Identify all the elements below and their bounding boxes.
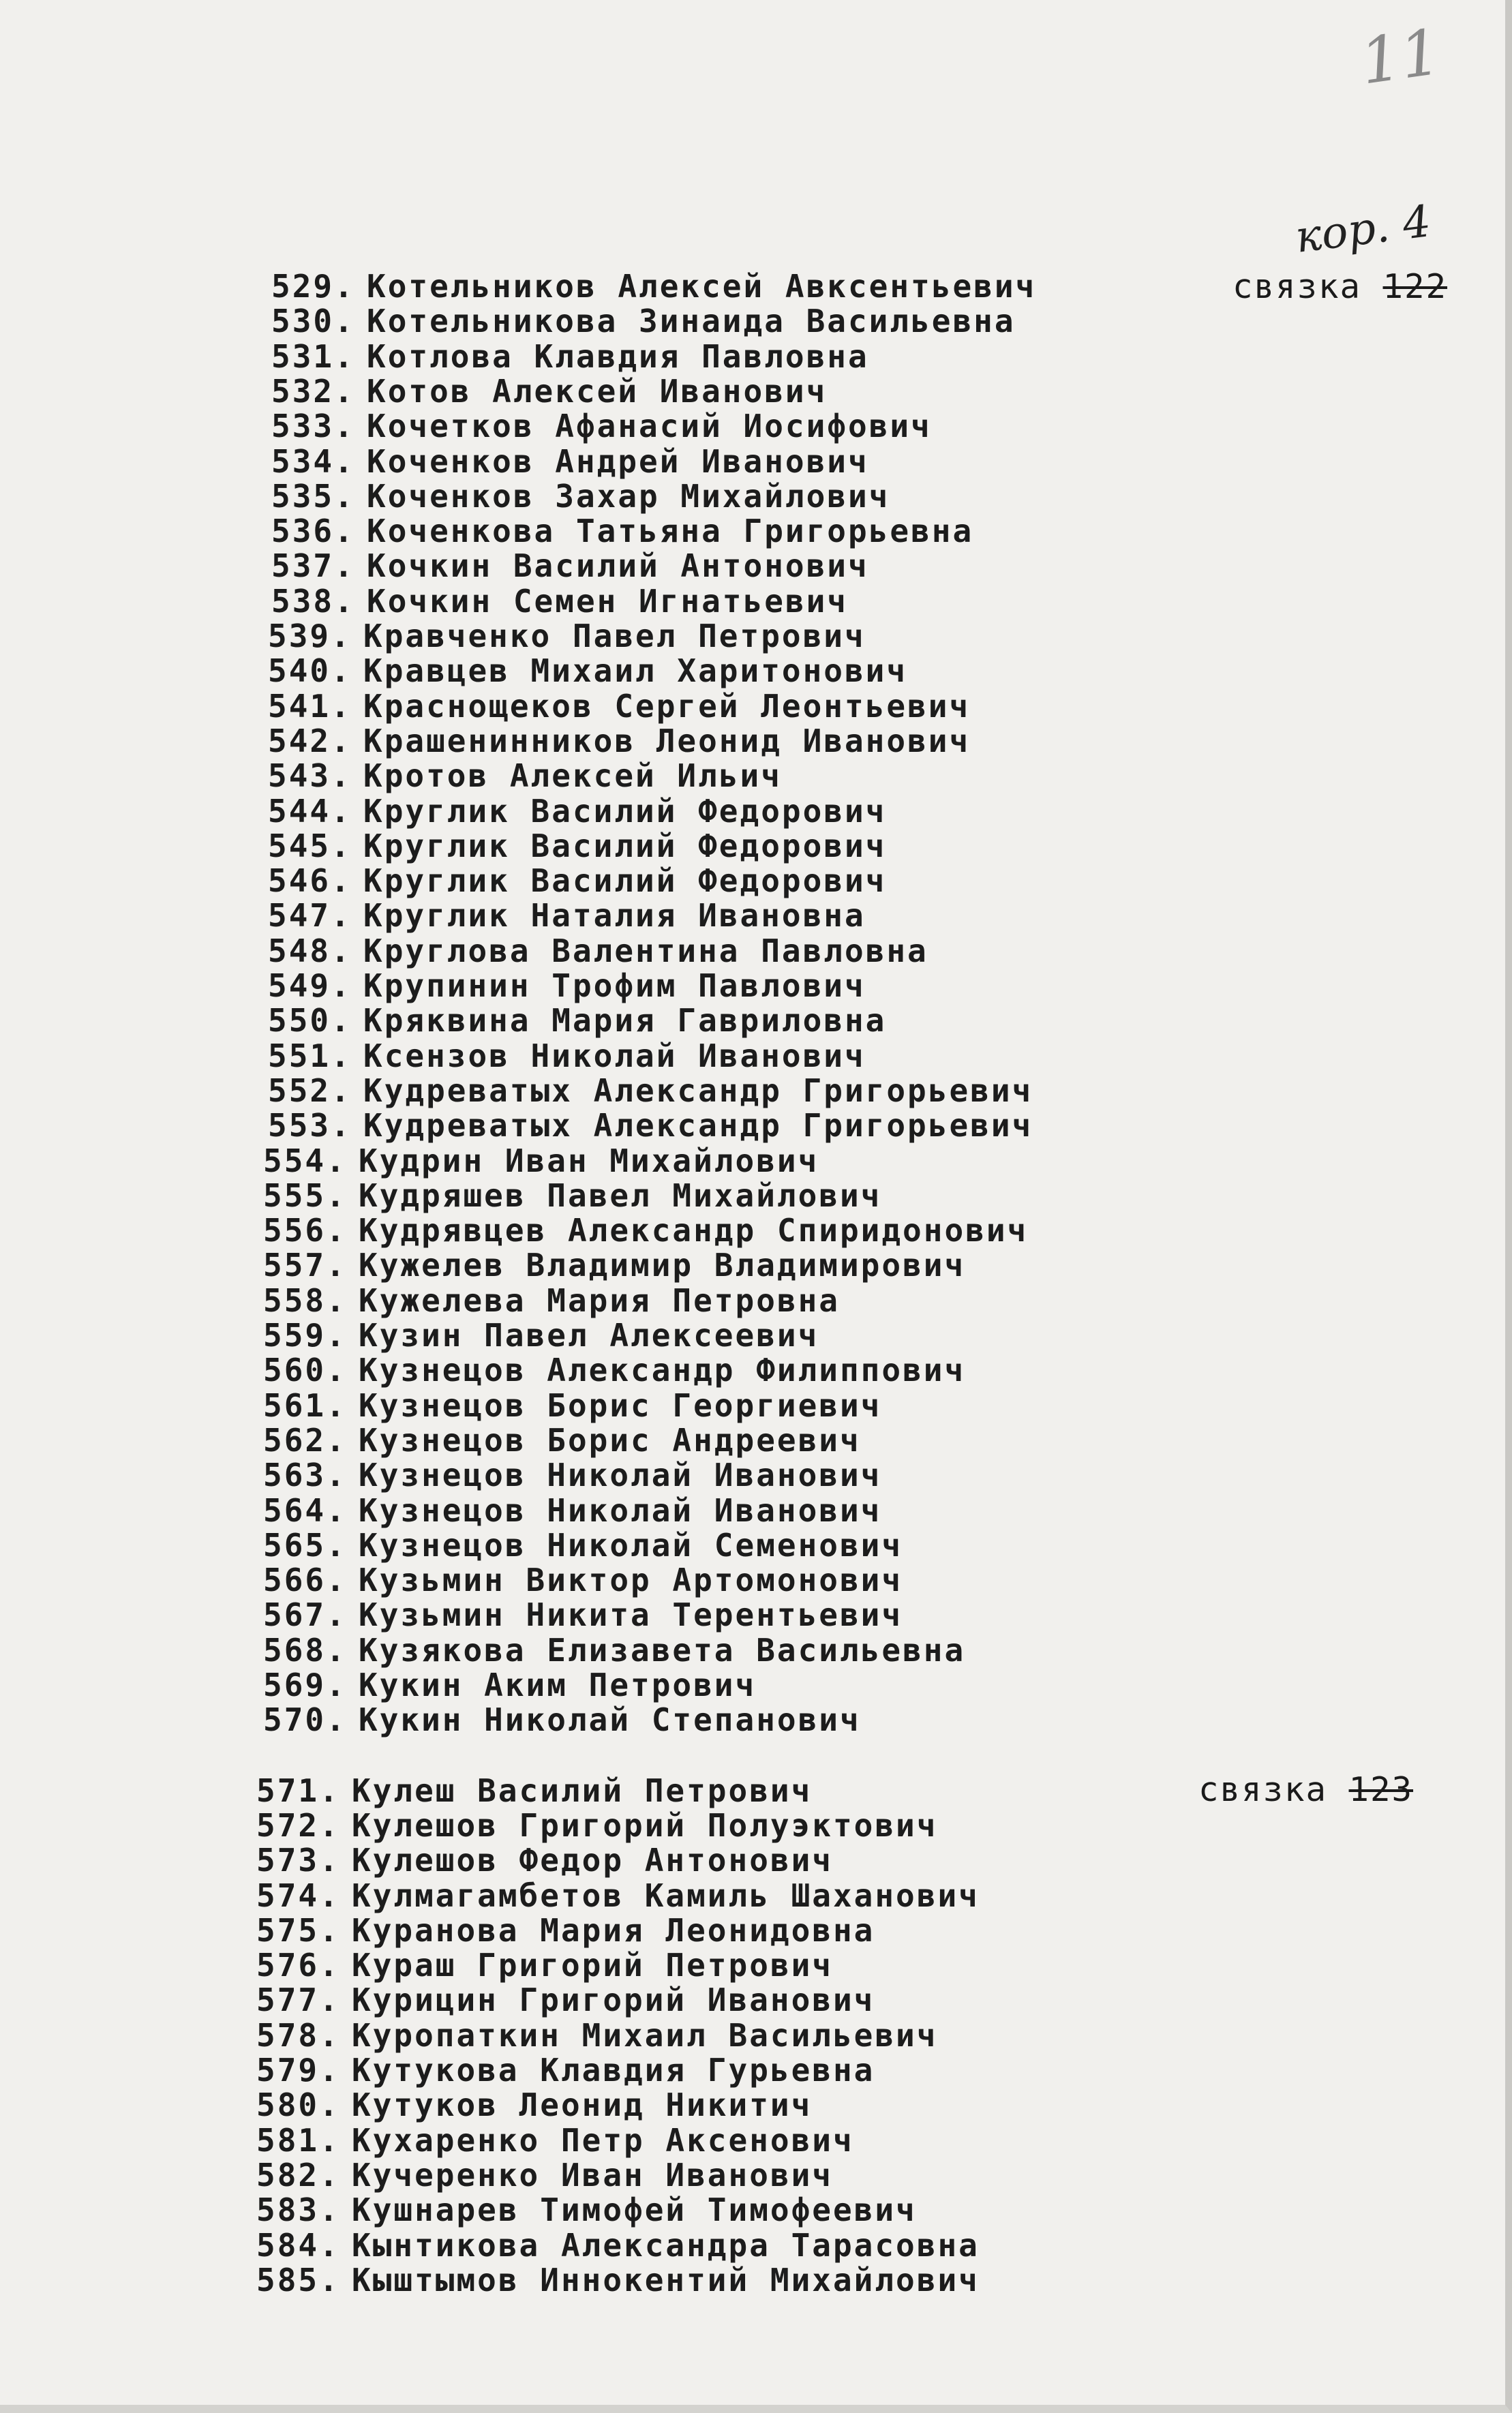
entry-name: Краснощеков Сергей Леонтьевич bbox=[363, 688, 971, 725]
entry-number: 561. bbox=[263, 1387, 347, 1424]
entry-name: Котов Алексей Иванович bbox=[367, 373, 828, 410]
entry-number: 542. bbox=[268, 723, 352, 759]
entry-name: Кужелев Владимир Владимирович bbox=[359, 1247, 966, 1284]
list-item bbox=[263, 1318, 819, 1353]
entry-name: Кузин Павел Алексеевич bbox=[359, 1317, 819, 1354]
entry-number: 544. bbox=[268, 793, 352, 830]
list-item bbox=[263, 1597, 903, 1633]
entry-name: Курицин Григорий Иванович bbox=[352, 1982, 875, 2018]
list-item bbox=[256, 2192, 917, 2228]
list-item bbox=[268, 933, 928, 969]
entry-number: 548. bbox=[268, 932, 352, 969]
entry-name: Кулешов Григорий Полуэктович bbox=[352, 1807, 938, 1844]
entry-number: 571. bbox=[256, 1772, 340, 1809]
list-item bbox=[271, 408, 932, 444]
list-item bbox=[271, 444, 869, 479]
entry-number: 575. bbox=[256, 1912, 340, 1949]
list-item bbox=[263, 1247, 965, 1283]
list-item bbox=[271, 513, 973, 549]
list-item bbox=[263, 1562, 903, 1598]
entry-name: Кочкин Василий Антонович bbox=[367, 547, 869, 584]
entry-number: 560. bbox=[263, 1352, 347, 1388]
list-item bbox=[256, 2018, 937, 2053]
entry-name: Котлова Клавдия Павловна bbox=[367, 338, 869, 375]
entry-name: Кучеренко Иван Иванович bbox=[352, 2157, 833, 2194]
entry-name: Круглик Василий Федорович bbox=[363, 862, 887, 899]
list-item bbox=[268, 793, 886, 829]
entry-number: 543. bbox=[268, 757, 352, 794]
entry-number: 554. bbox=[263, 1142, 347, 1179]
entry-name: Кузьмин Никита Терентьевич bbox=[359, 1596, 903, 1633]
bundle-label bbox=[1198, 1770, 1413, 1809]
entry-number: 556. bbox=[263, 1212, 347, 1249]
entry-number: 580. bbox=[256, 2086, 340, 2123]
list-item bbox=[263, 1283, 840, 1318]
entry-number: 581. bbox=[256, 2122, 340, 2159]
list-item bbox=[263, 1528, 903, 1563]
entry-number: 557. bbox=[263, 1247, 347, 1284]
entry-name: Кудреватых Александр Григорьевич bbox=[363, 1107, 1033, 1144]
list-item bbox=[268, 828, 886, 864]
list-item bbox=[263, 1457, 881, 1493]
list-item bbox=[263, 1493, 881, 1528]
list-item bbox=[268, 898, 866, 933]
list-item bbox=[256, 2123, 854, 2158]
entry-name: Кузнецов Борис Георгиевич bbox=[359, 1387, 882, 1424]
entry-name: Кузнецов Борис Андреевич bbox=[359, 1422, 861, 1459]
entry-number: 566. bbox=[263, 1562, 347, 1598]
entry-name: Круглик Наталия Ивановна bbox=[363, 897, 866, 934]
list-item bbox=[268, 1003, 886, 1038]
entry-number: 529. bbox=[271, 268, 355, 305]
entry-number: 558. bbox=[263, 1282, 347, 1319]
entry-number: 577. bbox=[256, 1982, 340, 2018]
entry-name: Крашенинников Леонид Иванович bbox=[363, 723, 971, 759]
entry-name: Кураш Григорий Петрович bbox=[352, 1947, 833, 1984]
list-item bbox=[268, 863, 886, 898]
entry-name: Кравцев Михаил Харитонович bbox=[363, 652, 908, 689]
list-item bbox=[271, 583, 848, 619]
list-item bbox=[263, 1702, 861, 1737]
entry-number: 552. bbox=[268, 1072, 352, 1109]
entry-name: Кутукова Клавдия Гурьевна bbox=[352, 2052, 875, 2089]
entry-name: Кыштымов Иннокентий Михайлович bbox=[352, 2262, 980, 2298]
entry-name: Коченкова Татьяна Григорьевна bbox=[367, 513, 974, 549]
entry-number: 551. bbox=[268, 1037, 352, 1074]
list-item bbox=[271, 479, 890, 514]
page-number: 11 bbox=[1356, 15, 1445, 99]
list-item bbox=[268, 688, 970, 724]
list-item bbox=[263, 1352, 965, 1388]
list-item bbox=[256, 2262, 980, 2298]
bundle-label bbox=[1233, 267, 1447, 306]
entry-number: 549. bbox=[268, 967, 352, 1004]
list-item bbox=[268, 758, 782, 793]
entry-name: Кукин Николай Степанович bbox=[359, 1701, 861, 1738]
list-item bbox=[268, 653, 907, 688]
entry-number: 564. bbox=[263, 1492, 347, 1529]
list-item bbox=[256, 1947, 833, 1983]
entry-name: Крупинин Трофим Павлович bbox=[363, 967, 866, 1004]
entry-name: Кулеш Василий Петрович bbox=[352, 1772, 813, 1809]
entry-name: Круглова Валентина Павловна bbox=[363, 932, 928, 969]
entry-name: Кузнецов Александр Филиппович bbox=[359, 1352, 966, 1388]
entry-name: Кутуков Леонид Никитич bbox=[352, 2086, 813, 2123]
list-item bbox=[263, 1633, 965, 1668]
entry-name: Кузнецов Николай Семенович bbox=[359, 1527, 903, 1564]
entry-name: Котельников Алексей Авксентьевич bbox=[367, 268, 1037, 305]
entry-number: 570. bbox=[263, 1701, 347, 1738]
entry-number: 530. bbox=[271, 303, 355, 339]
entry-number: 569. bbox=[263, 1667, 347, 1703]
entry-name: Котельникова Зинаида Васильевна bbox=[367, 303, 1016, 339]
list-item bbox=[263, 1143, 819, 1179]
entry-number: 539. bbox=[268, 618, 352, 654]
entry-name: Кузнецов Николай Иванович bbox=[359, 1492, 882, 1529]
entry-number: 553. bbox=[268, 1107, 352, 1144]
entry-number: 550. bbox=[268, 1002, 352, 1039]
list-item bbox=[256, 2157, 833, 2193]
list-item bbox=[263, 1423, 861, 1458]
entry-name: Кравченко Павел Петрович bbox=[363, 618, 866, 654]
entry-number: 565. bbox=[263, 1527, 347, 1564]
entry-number: 563. bbox=[263, 1457, 347, 1493]
entry-number: 568. bbox=[263, 1632, 347, 1669]
entry-name: Кулмагамбетов Камиль Шаханович bbox=[352, 1877, 980, 1914]
entry-name: Кукин Аким Петрович bbox=[359, 1667, 757, 1703]
box-note: кор. 4 bbox=[1292, 196, 1434, 263]
entry-number: 573. bbox=[256, 1842, 340, 1879]
list-item bbox=[256, 1982, 875, 2018]
list-item bbox=[268, 618, 866, 654]
entry-number: 555. bbox=[263, 1177, 347, 1214]
list-item bbox=[268, 723, 970, 759]
entry-number: 574. bbox=[256, 1877, 340, 1914]
entry-name: Круглик Василий Федорович bbox=[363, 828, 887, 864]
entry-name: Кузякова Елизавета Васильевна bbox=[359, 1632, 966, 1669]
entry-name: Кротов Алексей Ильич bbox=[363, 757, 782, 794]
list-item bbox=[271, 339, 869, 374]
list-item bbox=[268, 1073, 1033, 1108]
list-item bbox=[271, 374, 827, 409]
entry-name: Кухаренко Петр Аксенович bbox=[352, 2122, 854, 2159]
bundle-label-text: связка bbox=[1233, 267, 1383, 306]
entry-name: Кудряшев Павел Михайлович bbox=[359, 1177, 882, 1214]
entry-name: Кудрин Иван Михайлович bbox=[359, 1142, 819, 1179]
entry-name: Куранова Мария Леонидовна bbox=[352, 1912, 875, 1949]
entry-name: Кряквина Мария Гавриловна bbox=[363, 1002, 887, 1039]
entry-name: Коченков Захар Михайлович bbox=[367, 478, 890, 515]
list-item bbox=[263, 1178, 881, 1213]
entry-number: 567. bbox=[263, 1596, 347, 1633]
entry-name: Кудреватых Александр Григорьевич bbox=[363, 1072, 1033, 1109]
entry-name: Кушнарев Тимофей Тимофеевич bbox=[352, 2191, 917, 2228]
entry-number: 579. bbox=[256, 2052, 340, 2089]
entry-name: Кочкин Семен Игнатьевич bbox=[367, 583, 848, 620]
entry-number: 538. bbox=[271, 583, 355, 620]
list-item bbox=[271, 548, 869, 583]
list-item bbox=[271, 269, 1036, 304]
entry-name: Коченков Андрей Иванович bbox=[367, 443, 869, 480]
list-item bbox=[268, 1108, 1033, 1143]
entry-number: 532. bbox=[271, 373, 355, 410]
entry-name: Кулешов Федор Антонович bbox=[352, 1842, 833, 1879]
entry-number: 559. bbox=[263, 1317, 347, 1354]
list-item bbox=[256, 1808, 937, 1843]
entry-number: 536. bbox=[271, 513, 355, 549]
entry-number: 547. bbox=[268, 897, 352, 934]
entry-number: 585. bbox=[256, 2262, 340, 2298]
list-item bbox=[256, 1913, 875, 1948]
entry-number: 576. bbox=[256, 1947, 340, 1984]
list-item bbox=[263, 1667, 756, 1703]
entry-number: 562. bbox=[263, 1422, 347, 1459]
bundle-number-struck: 122 bbox=[1382, 267, 1448, 306]
entry-number: 584. bbox=[256, 2227, 340, 2264]
entry-name: Кузнецов Николай Иванович bbox=[359, 1457, 882, 1493]
list-item bbox=[263, 1213, 1028, 1248]
entry-number: 583. bbox=[256, 2191, 340, 2228]
entry-name: Кочетков Афанасий Иосифович bbox=[367, 408, 932, 444]
entry-name: Кынтикова Александра Тарасовна bbox=[352, 2227, 980, 2264]
list-item bbox=[263, 1388, 881, 1423]
entry-number: 540. bbox=[268, 652, 352, 689]
entry-name: Круглик Василий Федорович bbox=[363, 793, 887, 830]
entry-number: 582. bbox=[256, 2157, 340, 2194]
list-item bbox=[256, 2228, 980, 2263]
entry-number: 531. bbox=[271, 338, 355, 375]
entry-name: Кудрявцев Александр Спиридонович bbox=[359, 1212, 1029, 1249]
entry-name: Кужелева Мария Петровна bbox=[359, 1282, 840, 1319]
list-item bbox=[256, 2087, 812, 2123]
entry-name: Куропаткин Михаил Васильевич bbox=[352, 2017, 938, 2054]
entry-name: Ксензов Николай Иванович bbox=[363, 1037, 866, 1074]
list-item bbox=[256, 2052, 875, 2088]
bundle-number-struck: 123 bbox=[1348, 1770, 1414, 1809]
entry-number: 537. bbox=[271, 547, 355, 584]
list-item bbox=[268, 1038, 866, 1074]
entry-number: 534. bbox=[271, 443, 355, 480]
list-item bbox=[271, 303, 1016, 339]
entry-number: 572. bbox=[256, 1807, 340, 1844]
entry-number: 546. bbox=[268, 862, 352, 899]
list-item bbox=[256, 1878, 980, 1913]
entry-number: 535. bbox=[271, 478, 355, 515]
entry-number: 578. bbox=[256, 2017, 340, 2054]
entry-name: Кузьмин Виктор Артомонович bbox=[359, 1562, 903, 1598]
entry-number: 545. bbox=[268, 828, 352, 864]
bundle-label-text: связка bbox=[1198, 1770, 1349, 1809]
entry-number: 533. bbox=[271, 408, 355, 444]
list-item bbox=[268, 968, 866, 1003]
entry-number: 541. bbox=[268, 688, 352, 725]
list-item bbox=[256, 1773, 812, 1808]
list-item bbox=[256, 1842, 833, 1878]
